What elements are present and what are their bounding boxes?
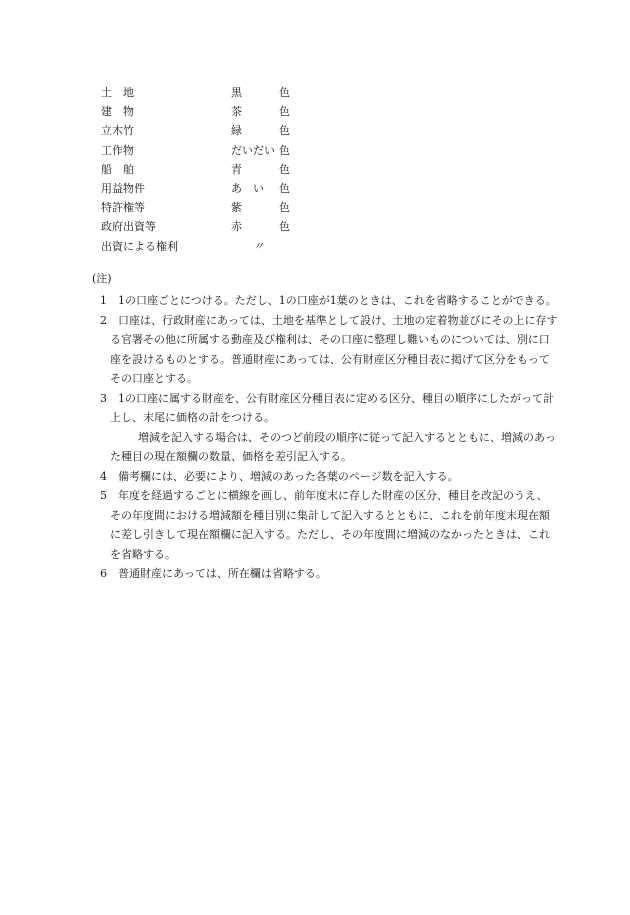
- color-name: だいだい: [231, 143, 275, 157]
- note-text: 1の口座に属する財産を、公有財産区分種目表に定める区分、種目の順序にしたがって計上し、末尾に価格の計をつける。: [110, 391, 554, 424]
- color-name: あ い: [231, 181, 264, 195]
- note-text: 口座は、行政財産にあっては、土地を基準として設け、土地の定着物並びにその上に存する官署その他に所属する動産及び権利は、その口座に整理し難いものについては、別に口座を設けるものとする。普通財産にあっては、公有財産区分種目表に掲げて区分をもってその口座とする。: [110, 313, 558, 385]
- note-text: 年度を経過するごとに横線を画し、前年度末に存した財産の区分、種目を改記のうえ、その年度間における増減額を種目別に集計して記入するとともに、これを前年度末現在額に差し引きして現在額欄に記入する。ただし、その年度間に増減のなかったときは、これを省略する。: [110, 489, 550, 561]
- color-suffix: 色: [279, 124, 290, 138]
- color-suffix: 色: [279, 105, 290, 119]
- note-item: [92, 486, 558, 564]
- note-item: [92, 389, 558, 467]
- color-name: 青: [231, 162, 242, 176]
- category-label: 特許権等: [101, 201, 145, 215]
- note-number: 2: [100, 313, 107, 327]
- note-item: [92, 564, 558, 584]
- notes-heading: (注): [92, 272, 112, 285]
- color-suffix: 色: [279, 86, 290, 99]
- color-name: 黒: [231, 86, 242, 99]
- category-label: 建 物: [101, 105, 134, 119]
- note-text: 備考欄には、必要により、増減のあった各葉のページ数を記入する。: [118, 469, 459, 483]
- note-text: 普通財産にあっては、所在欄は省略する。: [118, 567, 327, 580]
- note-number: 1: [100, 294, 107, 307]
- color-suffix: 色: [279, 162, 290, 176]
- category-label: 工作物: [101, 143, 134, 157]
- category-label: 用益物件: [101, 181, 145, 195]
- note-text: 1の口座ごとにつける。ただし、1の口座が1葉のときは、これを省略することができる。: [118, 294, 557, 307]
- note-item: [92, 311, 558, 389]
- note-subparagraph: 増減を記入する場合は、そのつど前段の順序に従って記入するとともに、増減のあった種目の現在額欄の数量、価格を差引記入する。: [110, 430, 556, 463]
- note-number: 5: [100, 489, 107, 502]
- note-number: 4: [100, 469, 107, 483]
- color-suffix: 色: [279, 220, 290, 234]
- category-label: 土 地: [101, 86, 134, 99]
- note-item: [92, 467, 558, 487]
- color-suffix: 色: [279, 181, 290, 195]
- ditto-mark: 〃: [253, 239, 264, 253]
- category-label: 政府出資等: [101, 220, 156, 234]
- notes-list: [92, 291, 558, 584]
- color-suffix: 色: [279, 143, 290, 157]
- color-name: 紫: [231, 201, 242, 215]
- category-label: 立木竹: [101, 124, 134, 138]
- color-name: 緑: [231, 124, 242, 138]
- color-suffix: 色: [279, 201, 290, 215]
- color-name: 茶: [231, 105, 242, 119]
- note-item: [92, 291, 558, 311]
- color-name: 赤: [231, 220, 242, 234]
- note-number: 6: [100, 567, 107, 580]
- category-label: 船 舶: [101, 162, 134, 176]
- note-number: 3: [100, 391, 107, 405]
- category-label: 出資による権利: [101, 239, 178, 253]
